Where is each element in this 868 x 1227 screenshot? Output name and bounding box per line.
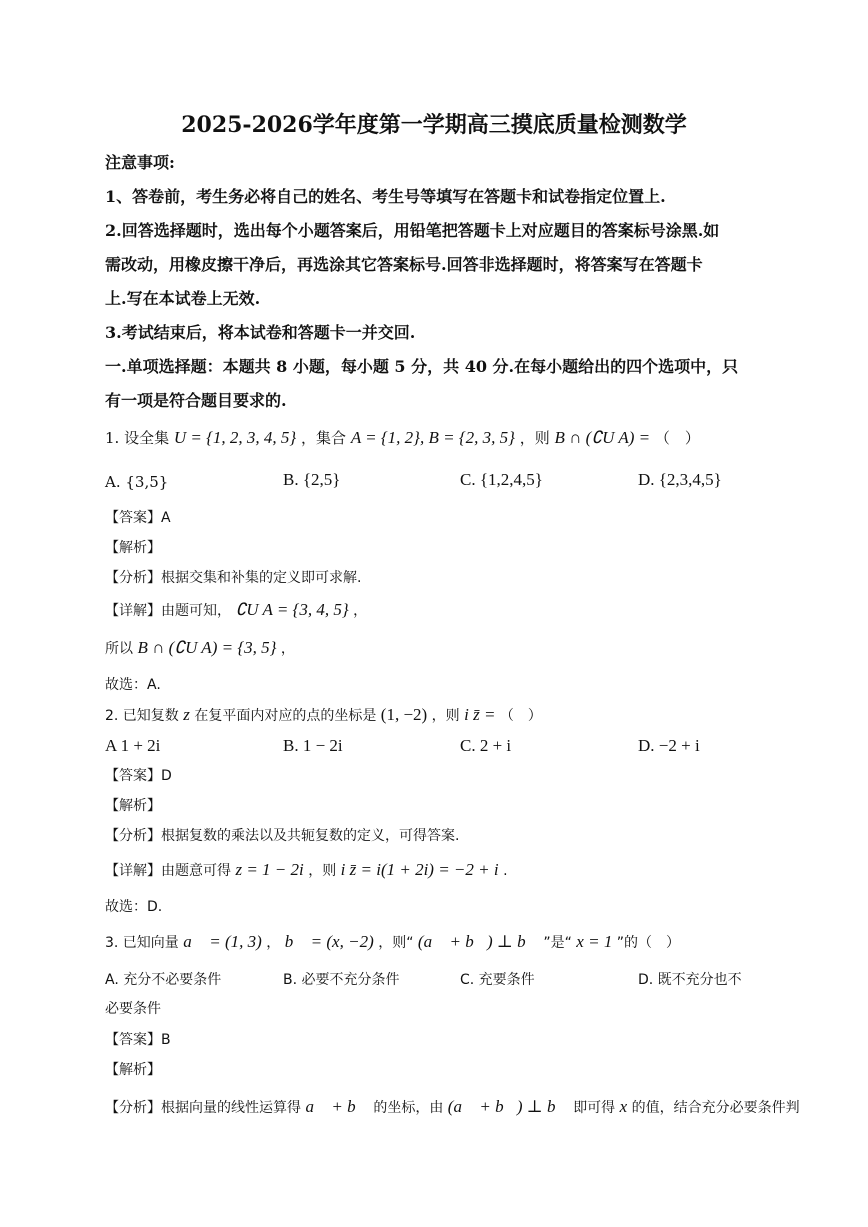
q1-option-d: D. {2,3,4,5}: [638, 470, 722, 489]
q1-detail-math: ∁U A = {3, 4, 5}: [235, 600, 349, 619]
q3-condition: (a⃗ + b⃗) ⊥ b⃗: [417, 932, 539, 951]
page-title: 2025-2026学年度第一学期高三摸底质量检测数学: [181, 112, 687, 138]
q1-option-b: B. {2,5}: [283, 470, 341, 489]
q2-coordinate: (1, −2): [380, 705, 428, 724]
q1-analysis-label: 【解析】: [105, 540, 161, 556]
q3-analysis-label: 【解析】: [105, 1062, 161, 1078]
notice-item-2-line-1: 2.回答选择题时，选出每个小题答案后，用铅笔把答题卡上对应题目的答案标号涂黑.如: [105, 221, 720, 240]
notice-item-2-line-2: 需改动，用橡皮擦干净后，再选涂其它答案标号.回答非选择题时，将答案写在答题卡: [105, 255, 703, 274]
q3-stem-prefix: 3. 已知向量: [105, 935, 179, 951]
q3-option-c: C. 充要条件: [460, 972, 535, 988]
q2-detail-suffix: .: [503, 863, 508, 879]
q2-stem-mid: 在复平面内对应的点的坐标是: [194, 708, 377, 724]
q3-comma: ，: [266, 935, 281, 951]
q2-detail-math-1: z = 1 − 2i: [235, 860, 304, 879]
q1-expression: B ∩ (∁U A) =: [554, 428, 651, 447]
q2-analysis-label: 【解析】: [105, 798, 161, 814]
q1-stem-mid: ，集合: [301, 429, 347, 447]
section-1-heading-line-2: 有一项是符合题目要求的.: [105, 391, 287, 410]
q3-fenxi: [105, 1097, 800, 1118]
q2-option-c: C. 2 + i: [460, 736, 512, 755]
q2-detail-prefix: 【详解】由题意可得: [105, 863, 231, 879]
q3-fenxi-prefix: 【分析】根据向量的线性运算得: [105, 1100, 301, 1116]
q3-option-a: A. 充分不必要条件: [105, 972, 222, 988]
q3-option-d: D. 既不充分也不: [638, 972, 742, 988]
q3-vector-a: a⃗ = (1, 3): [183, 932, 262, 951]
q2-fenxi: 【分析】根据复数的乘法以及共轭复数的定义，可得答案.: [105, 828, 460, 844]
question-3-stem: [105, 932, 680, 953]
q3-option-d-continued: 必要条件: [105, 1001, 161, 1017]
q2-option-d: D. −2 + i: [638, 736, 700, 755]
q2-z: z: [183, 705, 190, 724]
q3-fenxi-x: x: [619, 1097, 628, 1116]
q1-stem-prefix: 1. 设全集: [105, 429, 170, 447]
q1-set-u: U = {1, 2, 3, 4, 5}: [173, 428, 297, 447]
q1-answer: 【答案】A: [105, 510, 171, 526]
q1-stem-then: ，则: [519, 429, 550, 447]
q1-option-c: C. {1,2,4,5}: [460, 470, 543, 489]
section-1-heading-line-1: 一.单项选择题：本题共 8 小题，每小题 5 分，共 40 分.在每小题给出的四个选项中，只: [105, 357, 739, 376]
question-1-stem: [105, 428, 700, 448]
q2-paren: （ ）: [499, 708, 542, 724]
notice-heading: 注意事项:: [105, 153, 175, 172]
q3-x-equals-1: x = 1: [576, 932, 613, 951]
q3-stem-end: ”的（ ）: [616, 935, 681, 951]
q1-detail-prefix: 【详解】由题可知，: [105, 603, 231, 619]
q1-option-a: A. {3,5}: [105, 473, 169, 491]
q2-choose: 故选：D.: [105, 899, 163, 915]
q3-fenxi-end: 的值，结合充分必要条件判: [631, 1100, 800, 1116]
q3-vector-b: b⃗ = (x, −2): [284, 932, 374, 951]
q1-fenxi: 【分析】根据交集和补集的定义即可求解.: [105, 570, 362, 586]
q3-fenxi-math-2: (a⃗ + b⃗) ⊥ b⃗: [447, 1097, 569, 1116]
q3-stem-mid: ”是“: [543, 935, 572, 951]
q2-detail-mid: ，则: [308, 863, 337, 879]
q2-option-b: B. 1 − 2i: [283, 736, 343, 755]
q1-detail-suffix: ，: [353, 603, 368, 619]
notice-item-3: 3.考试结束后，将本试卷和答题卡一并交回.: [105, 323, 416, 342]
question-2-stem: [105, 705, 542, 726]
q2-stem-prefix: 2. 已知复数: [105, 708, 179, 724]
q3-fenxi-mid-2: 即可得: [573, 1100, 616, 1116]
q3-option-b: B. 必要不充分条件: [283, 972, 400, 988]
q2-detail: [105, 860, 508, 881]
q1-choose: 故选：A.: [105, 677, 161, 693]
q1-paren: （ ）: [654, 429, 700, 447]
q2-stem-then: ，则: [431, 708, 460, 724]
notice-item-2-line-3: 上.写在本试卷上无效.: [105, 289, 261, 308]
q2-expression: i z̄ =: [464, 705, 496, 724]
q2-detail-math-2: i z̄ = i(1 + 2i) = −2 + i: [340, 860, 499, 879]
q1-set-ab: A = {1, 2}, B = {2, 3, 5}: [350, 428, 515, 447]
q1-conclusion: [105, 638, 295, 659]
notice-item-1: 1、答卷前，考生务必将自己的姓名、考生号等填写在答题卡和试卷指定位置上.: [105, 187, 666, 206]
q1-so-prefix: 所以: [105, 641, 133, 657]
q3-answer: 【答案】B: [105, 1032, 171, 1048]
q3-fenxi-math-1: a⃗ + b⃗: [305, 1097, 369, 1116]
q3-fenxi-mid: 的坐标，由: [373, 1100, 444, 1116]
q1-detail: [105, 600, 367, 621]
q1-so-suffix: ，: [280, 641, 295, 657]
q3-stem-then: ，则“: [378, 935, 414, 951]
q2-option-a: A 1 + 2i: [105, 736, 161, 755]
q1-so-math: B ∩ (∁U A) = {3, 5}: [137, 638, 277, 657]
q2-answer: 【答案】D: [105, 768, 172, 784]
